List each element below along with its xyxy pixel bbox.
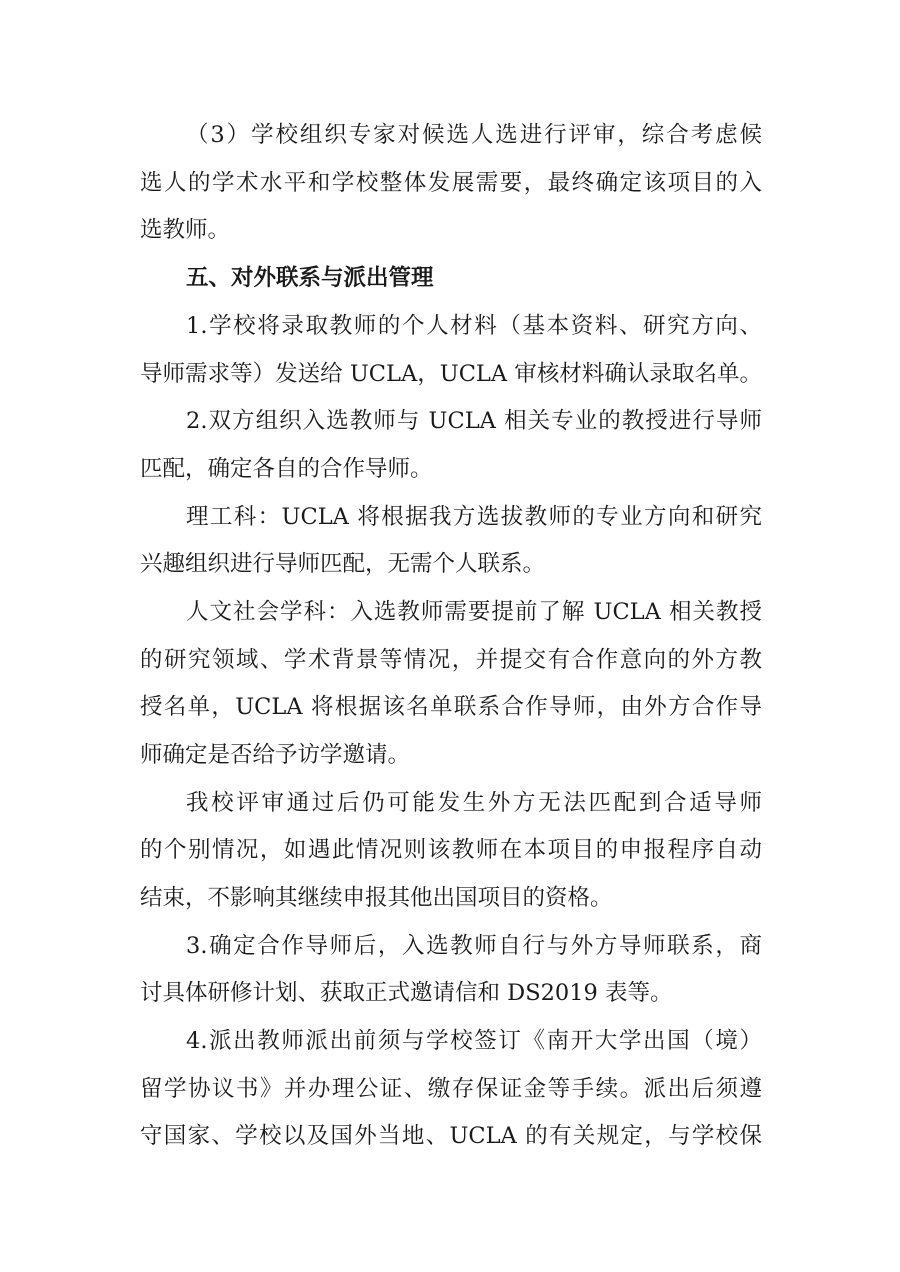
section-heading: 五、对外联系与派出管理 [186, 265, 434, 291]
paragraph-line: 选人的学术水平和学校整体发展需要，最终确定该项目的入 [140, 170, 762, 196]
paragraph-line: 守国家、学校以及国外当地、UCLA 的有关规定，与学校保 [140, 1123, 762, 1149]
paragraph-line: 理工科：UCLA 将根据我方选拔教师的专业方向和研究 [186, 504, 762, 530]
paragraph-line: 匹配，确定各自的合作导师。 [140, 456, 433, 482]
paragraph-line: 的研究领域、学术背景等情况，并提交有合作意向的外方教 [140, 647, 762, 673]
paragraph-line: 师确定是否给予访学邀请。 [140, 742, 411, 768]
paragraph-line: 导师需求等）发送给 UCLA，UCLA 审核材料确认录取名单。 [140, 361, 762, 387]
paragraph-line: 授名单，UCLA 将根据该名单联系合作导师，由外方合作导 [140, 694, 762, 720]
paragraph-line: 3.确定合作导师后，入选教师自行与外方导师联系，商 [186, 933, 762, 959]
paragraph-line: 我校评审通过后仍可能发生外方无法匹配到合适导师 [186, 790, 762, 816]
paragraph-line: 结束，不影响其继续申报其他出国项目的资格。 [140, 885, 613, 911]
paragraph-line: 的个别情况，如遇此情况则该教师在本项目的申报程序自动 [140, 837, 762, 863]
paragraph-line: 留学协议书》并办理公证、缴存保证金等手续。派出后须遵 [140, 1076, 762, 1102]
paragraph-line: 讨具体研修计划、获取正式邀请信和 DS2019 表等。 [140, 980, 673, 1006]
paragraph-line: 1.学校将录取教师的个人材料（基本资料、研究方向、 [186, 313, 762, 339]
paragraph-line: 兴趣组织进行导师匹配，无需个人联系。 [140, 551, 546, 577]
paragraph-line: 选教师。 [140, 217, 231, 243]
paragraph-line: （3）学校组织专家对候选人选进行评审，综合考虑候 [186, 122, 762, 148]
paragraph-line: 2.双方组织入选教师与 UCLA 相关专业的教授进行导师 [186, 408, 762, 434]
paragraph-line: 4.派出教师派出前须与学校签订《南开大学出国（境） [186, 1028, 762, 1054]
paragraph-line: 人文社会学科：入选教师需要提前了解 UCLA 相关教授 [186, 599, 762, 625]
